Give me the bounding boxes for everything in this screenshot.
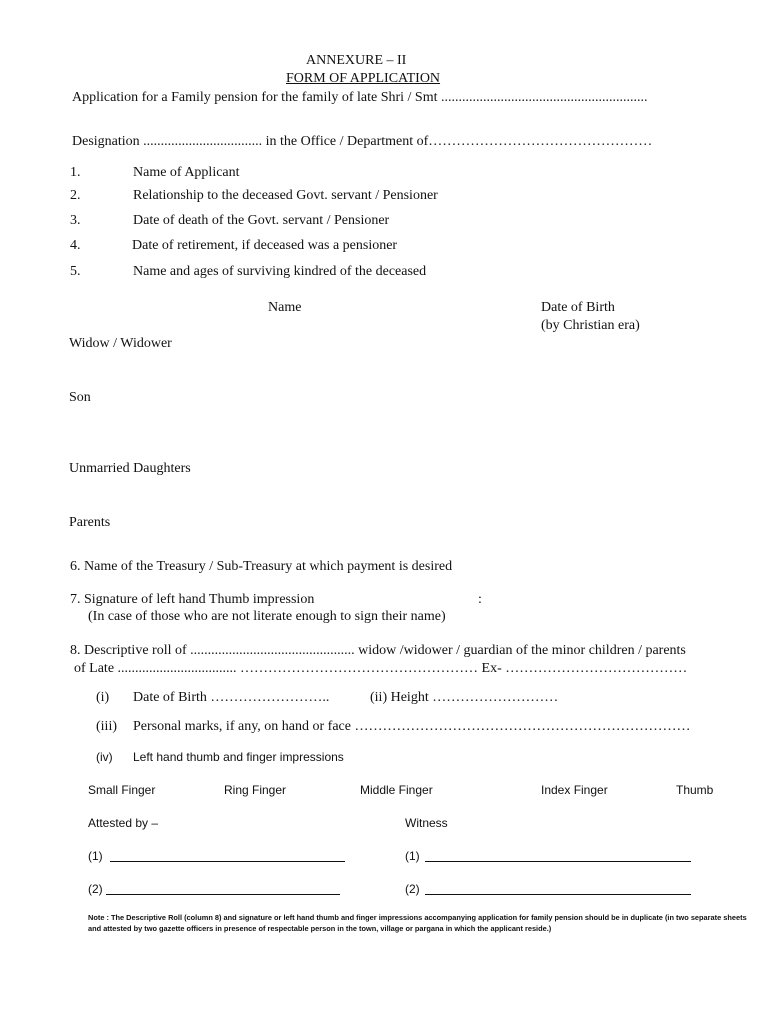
kindred-row-son: Son xyxy=(69,390,91,405)
item-3-number: 3. xyxy=(70,213,81,228)
attested-by-2-number: (2) xyxy=(88,882,103,896)
item-7-line2: (In case of those who are not literate enough to sign their name) xyxy=(88,609,446,624)
witness-2-number: (2) xyxy=(405,882,420,896)
witness-1-signature-line[interactable] xyxy=(425,861,691,862)
kindred-row-parents: Parents xyxy=(69,515,111,530)
kindred-row-daughters: Unmarried Daughters xyxy=(69,461,191,476)
item-4-number: 4. xyxy=(70,238,81,253)
form-title: FORM OF APPLICATION xyxy=(286,71,441,86)
item-8-sub-iii-number: (iii) xyxy=(96,719,117,734)
item-1-number: 1. xyxy=(70,165,81,180)
item-7-colon: : xyxy=(478,592,482,607)
attested-by-1-number: (1) xyxy=(88,849,103,863)
item-2-number: 2. xyxy=(70,188,81,203)
witness-label: Witness xyxy=(405,816,448,830)
finger-ring-label: Ring Finger xyxy=(224,783,287,797)
item-2-text: Relationship to the deceased Govt. servant / Pensioner xyxy=(133,188,438,203)
intro-line: Application for a Family pension for the family of late Shri / Smt ........................................................... xyxy=(72,90,648,105)
item-5-number: 5. xyxy=(70,264,81,279)
kindred-col-dob-sub: (by Christian era) xyxy=(541,318,640,333)
kindred-row-widow: Widow / Widower xyxy=(69,336,172,351)
finger-index-label: Index Finger xyxy=(541,783,608,797)
item-8-sub-iii-text: Personal marks, if any, on hand or face ……………………………………………………………… xyxy=(133,719,691,734)
item-8-sub-i-text: Date of Birth …………………….. xyxy=(133,690,330,705)
witness-1-number: (1) xyxy=(405,849,420,863)
annexure-heading: ANNEXURE – II xyxy=(306,53,407,68)
finger-thumb-label: Thumb xyxy=(676,783,714,797)
item-8-sub-i-number: (i) xyxy=(96,690,110,705)
item-1-text: Name of Applicant xyxy=(133,165,240,180)
kindred-col-name: Name xyxy=(268,300,302,315)
item-8-sub-ii: (ii) Height ……………………… xyxy=(370,690,559,705)
finger-small-label: Small Finger xyxy=(88,783,156,797)
item-6: 6. Name of the Treasury / Sub-Treasury at which payment is desired xyxy=(70,559,453,574)
item-5-text: Name and ages of surviving kindred of the deceased xyxy=(133,264,427,279)
item-8-sub-iv-number: (iv) xyxy=(96,750,113,764)
item-3-text: Date of death of the Govt. servant / Pensioner xyxy=(133,213,390,228)
finger-middle-label: Middle Finger xyxy=(360,783,433,797)
kindred-col-dob: Date of Birth xyxy=(541,300,615,315)
attested-by-1-signature-line[interactable] xyxy=(110,861,345,862)
attested-by-2-signature-line[interactable] xyxy=(106,894,340,895)
footnote: Note : The Descriptive Roll (column 8) and signature or left hand thumb and finger impressions accompanying application for family pension should be in duplicate (in two separate sheets and attested by two gazette officers in presence of respectable person in the town, village or pargana in which the applicant reside.) xyxy=(88,913,747,934)
item-8-sub-iv-text: Left hand thumb and finger impressions xyxy=(133,750,344,764)
item-7-line1: 7. Signature of left hand Thumb impression xyxy=(70,592,315,607)
designation-line: Designation .................................. in the Office / Department of………………………………………… xyxy=(72,134,653,149)
item-8-line2: of Late .................................. …………………………………………… Ex- ………………………………… xyxy=(74,661,688,676)
item-8-line1: 8. Descriptive roll of ............................................... widow /widower / guardian of the minor children / parents xyxy=(70,643,686,658)
item-4-text: Date of retirement, if deceased was a pensioner xyxy=(132,238,398,253)
attested-by-label: Attested by – xyxy=(88,816,159,830)
witness-2-signature-line[interactable] xyxy=(425,894,691,895)
